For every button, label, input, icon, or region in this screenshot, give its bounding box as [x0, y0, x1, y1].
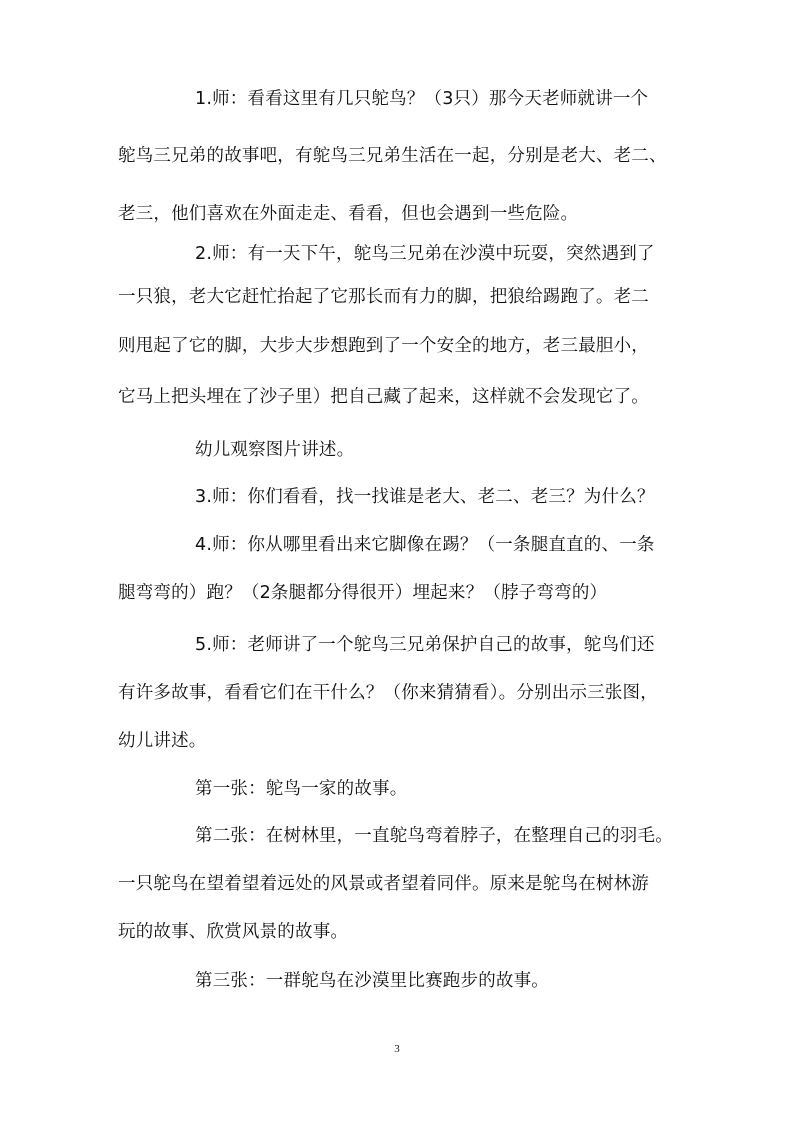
paragraph-8-line-1: 第二张：在树林里，一直鸵鸟弯着脖子，在整理自己的羽毛。: [195, 826, 673, 846]
paragraph-1-line-1: 1.师：看看这里有几只鸵鸟？（3只）那今天老师就讲一个: [195, 89, 649, 109]
paragraph-4-line-1: 3.师：你们看看，找一找谁是老大、老二、老三？为什么？: [195, 487, 655, 507]
paragraph-2-line-4: 它马上把头埋在了沙子里）把自己藏了起来，这样就不会发现它了。: [118, 387, 649, 407]
paragraph-7-line-1: 第一张：鸵鸟一家的故事。: [195, 779, 408, 799]
paragraph-8-line-3: 玩的故事、欣赏风景的故事。: [118, 922, 349, 942]
paragraph-3-line-1: 幼儿观察图片讲述。: [195, 440, 355, 460]
page-number: 3: [394, 1043, 400, 1055]
paragraph-1-line-3: 老三，他们喜欢在外面走走、看看，但也会遇到一些危险。: [118, 204, 579, 224]
paragraph-1-line-2: 鸵鸟三兄弟的故事吧，有鸵鸟三兄弟生活在一起，分别是老大、老二、: [118, 146, 667, 166]
paragraph-9-line-1: 第三张：一群鸵鸟在沙漠里比赛跑步的故事。: [195, 971, 549, 991]
paragraph-2-line-1: 2.师：有一天下午，鸵鸟三兄弟在沙漠中玩耍，突然遇到了: [195, 244, 655, 264]
paragraph-6-line-2: 有许多故事，看看它们在干什么？（你来猜猜看）。分别出示三张图，: [118, 683, 658, 703]
paragraph-6-line-3: 幼儿讲述。: [118, 731, 207, 751]
paragraph-2-line-3: 则甩起了它的脚，大步大步想跑到了一个安全的地方，老三最胆小，: [118, 336, 649, 356]
paragraph-6-line-1: 5.师：老师讲了一个鸵鸟三兄弟保护自己的故事，鸵鸟们还: [195, 635, 655, 655]
paragraph-5-line-1: 4.师：你从哪里看出来它脚像在踢？（一条腿直直的、一条: [195, 535, 655, 555]
paragraph-2-line-2: 一只狼，老大它赶忙抬起了它那长而有力的脚，把狼给踢跑了。老二: [118, 287, 649, 307]
paragraph-5-line-2: 腿弯弯的）跑？（2条腿都分得很开）埋起来？（脖子弯弯的）: [118, 583, 608, 603]
paragraph-8-line-2: 一只鸵鸟在望着望着远处的风景或者望着同伴。原来是鸵鸟在树林游: [118, 874, 649, 894]
